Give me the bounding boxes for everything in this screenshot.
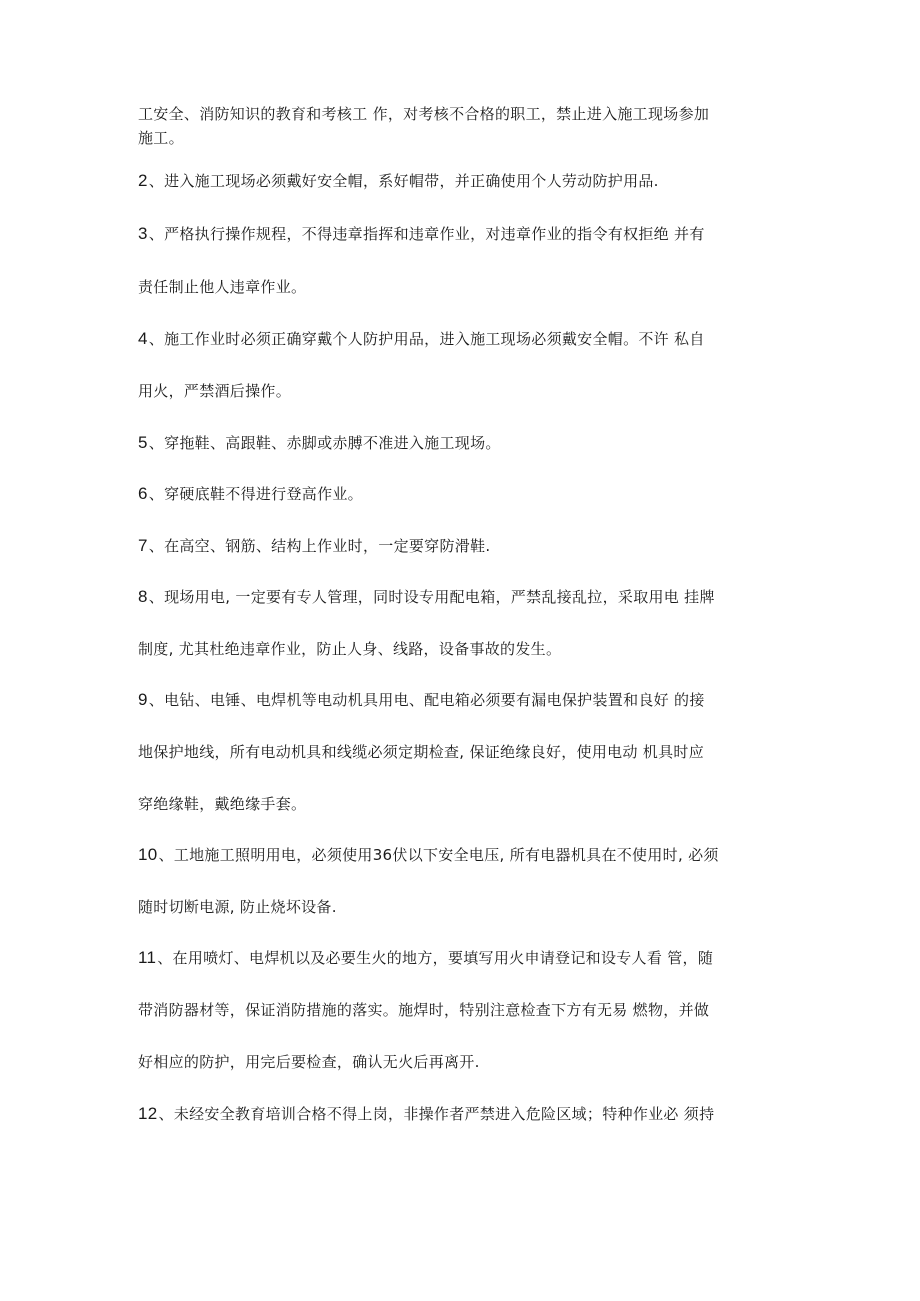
list-item-12 — [138, 1104, 714, 1124]
item-text: 、严格执行操作规程，不得违章指挥和违章作业，对违章作业的指令有权拒绝 并有 — [148, 225, 705, 243]
list-item-10 — [138, 845, 719, 865]
item-text: 、未经安全教育培训合格不得上岗，非操作者严禁进入危险区域；特种作业必 须持 — [158, 1105, 715, 1123]
list-item-4 — [138, 329, 705, 349]
list-item-9-continuation-1: 地保护地线，所有电动机具和线缆必须定期检查, 保证绝缘良好，使用电动 机具时应 — [138, 743, 705, 761]
intro-line-1: 工安全、消防知识的教育和考核工 作，对考核不合格的职工，禁止进入施工现场参加 — [138, 105, 710, 123]
item-number: 6 — [138, 484, 148, 503]
item-text: 、穿硬底鞋不得进行登高作业。 — [148, 485, 363, 503]
item-number: 11 — [138, 948, 157, 967]
item-text: 、进入施工现场必须戴好安全帽，系好帽带，并正确使用个人劳动防护用品. — [148, 172, 659, 190]
list-item-10-continuation: 随时切断电源, 防止烧坏设备. — [138, 898, 337, 916]
item-number: 2 — [138, 171, 148, 190]
item-number: 9 — [138, 690, 148, 709]
list-item-9 — [138, 690, 705, 710]
list-item-8-continuation: 制度, 尤其杜绝违章作业，防止人身、线路，设备事故的发生。 — [138, 640, 562, 658]
list-item-6 — [138, 484, 363, 504]
list-item-9-continuation-2: 穿绝缘鞋，戴绝缘手套。 — [138, 795, 307, 813]
item-text: 、穿拖鞋、高跟鞋、赤脚或赤膊不准进入施工现场。 — [148, 434, 501, 452]
item-text: 、电钻、电锤、电焊机等电动机具用电、配电箱必须要有漏电保护装置和良好 的接 — [148, 691, 705, 709]
item-text: 、在用喷灯、电焊机以及必要生火的地方，要填写用火申请登记和设专人看 管，随 — [157, 949, 714, 967]
item-number: 3 — [138, 224, 148, 243]
list-item-3-continuation: 责任制止他人违章作业。 — [138, 278, 307, 296]
item-number: 8 — [138, 587, 148, 606]
item-text: 、工地施工照明用电，必须使用36伏以下安全电压, 所有电器机具在不使用时, 必须 — [158, 846, 719, 864]
item-number: 12 — [138, 1104, 158, 1123]
list-item-2 — [138, 171, 659, 191]
list-item-11-continuation-2: 好相应的防护，用完后要检查，确认无火后再离开. — [138, 1053, 480, 1071]
item-number: 4 — [138, 329, 148, 348]
list-item-11 — [138, 948, 713, 968]
list-item-4-continuation: 用火，严禁酒后操作。 — [138, 382, 292, 400]
list-item-7 — [138, 536, 490, 556]
item-number: 7 — [138, 536, 148, 555]
intro-line-2: 施工。 — [138, 129, 184, 147]
list-item-5 — [138, 433, 501, 453]
item-text: 、施工作业时必须正确穿戴个人防护用品，进入施工现场必须戴安全帽。不许 私自 — [148, 330, 705, 348]
item-number: 10 — [138, 845, 158, 864]
list-item-8 — [138, 587, 715, 607]
list-item-11-continuation-1: 带消防器材等，保证消防措施的落实。施焊时，特别注意检查下方有无易 燃物，并做 — [138, 1001, 710, 1019]
list-item-3 — [138, 224, 705, 244]
item-text: 、现场用电, 一定要有专人管理，同时设专用配电箱，严禁乱接乱拉，采取用电 挂牌 — [148, 588, 715, 606]
item-number: 5 — [138, 433, 148, 452]
item-text: 、在高空、钢筋、结构上作业时，一定要穿防滑鞋. — [148, 537, 491, 555]
